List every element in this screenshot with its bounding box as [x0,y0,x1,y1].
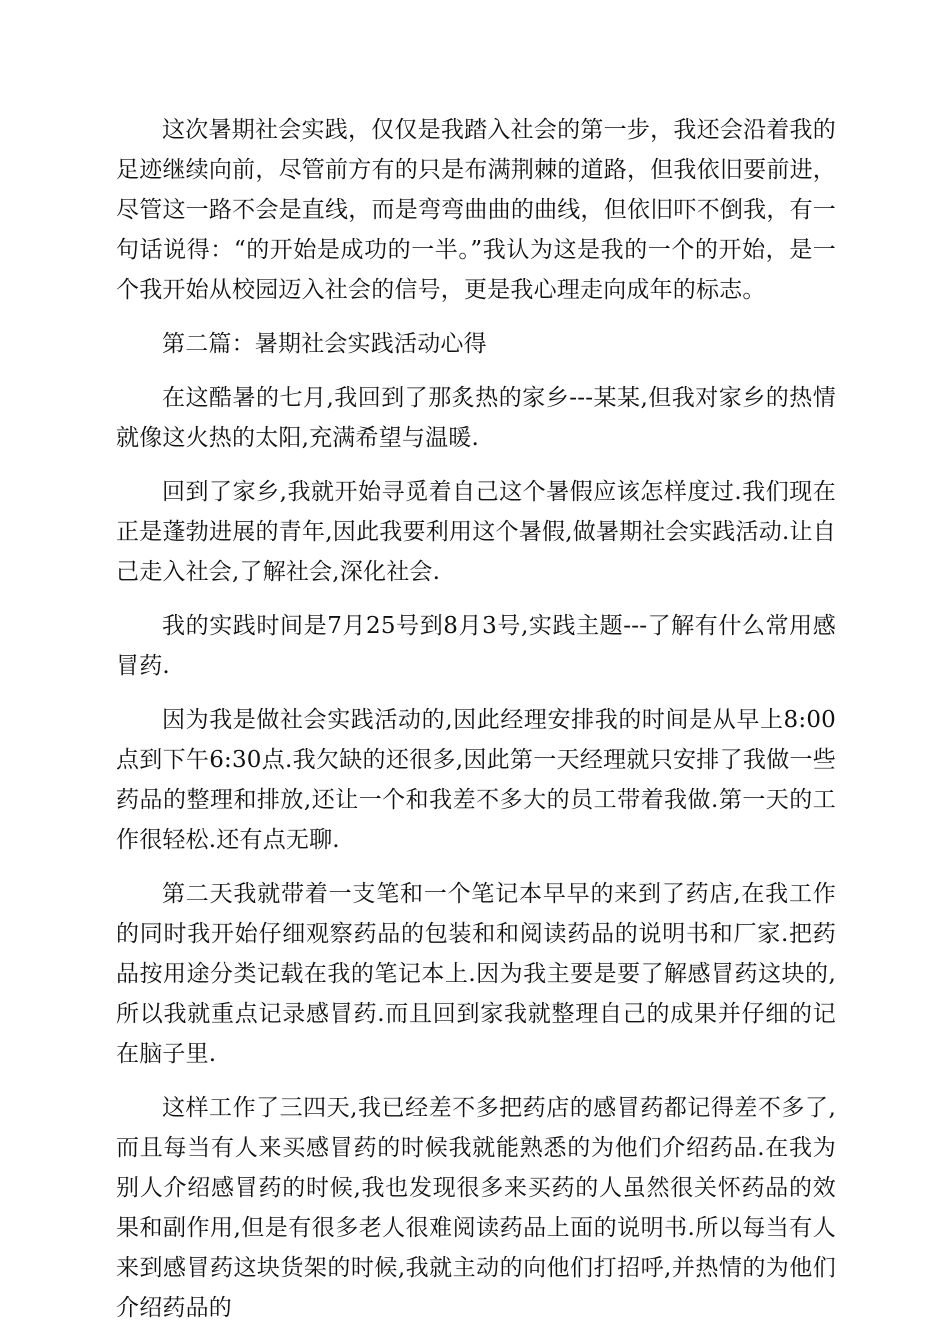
paragraph-plan: 回到了家乡,我就开始寻觅着自己这个暑假应该怎样度过.我们现在正是蓬勃进展的青年,因此我要利用这个暑假,做暑期社会实践活动.让自己走入社会,了解社会,深化社会. [116,479,836,585]
paragraph-later-days: 这样工作了三四天,我已经差不多把药店的感冒药都记得差不多了,而且每当有人来买感冒药的时候我就能熟悉的为他们介绍药品.在我为别人介绍感冒药的时候,我也发现很多来买药的人虽然很关怀药品的效果和副作用,但是有很多老人很难阅读药品上面的说明书.所以每当有人来到感冒药这块货架的时候,我就主动的向他们打招呼,并热情的为他们介绍药品的 [116,1095,836,1321]
paragraph-conclusion: 这次暑期社会实践，仅仅是我踏入社会的第一步，我还会沿着我的足迹继续向前，尽管前方有的只是布满荆棘的道路，但我依旧要前进，尽管这一路不会是直线，而是弯弯曲曲的曲线，但依旧吓不倒我，有一句话说得：“的开始是成功的一半。”我认为这是我的一个的开始，是一个我开始从校园迈入社会的信号，更是我心理走向成年的标志。 [116,117,836,303]
paragraph-first-day: 因为我是做社会实践活动的,因此经理安排我的时间是从早上8:00点到下午6:30点.我欠缺的还很多,因此第一天经理就只安排了我做一些药品的整理和排放,还让一个和我差不多大的员工带着我做.第一天的工作很轻松.还有点无聊. [116,707,836,853]
paragraph-intro: 在这酷暑的七月,我回到了那炙热的家乡---某某,但我对家乡的热情就像这火热的太阳,充满希望与温暖. [116,385,836,451]
paragraph-second-day: 第二天我就带着一支笔和一个笔记本早早的来到了药店,在我工作的同时我开始仔细观察药品的包装和和阅读药品的说明书和厂家.把药品按用途分类记载在我的笔记本上.因为我主要是要了解感冒药这块的,所以我就重点记录感冒药.而且回到家我就整理自己的成果并仔细的记在脑子里. [116,881,836,1067]
document-body [116,110,836,1342]
paragraph-schedule: 我的实践时间是7月25号到8月3号,实践主题---了解有什么常用感冒药. [116,613,836,679]
section-heading: 第二篇：暑期社会实践活动心得 [162,331,487,357]
